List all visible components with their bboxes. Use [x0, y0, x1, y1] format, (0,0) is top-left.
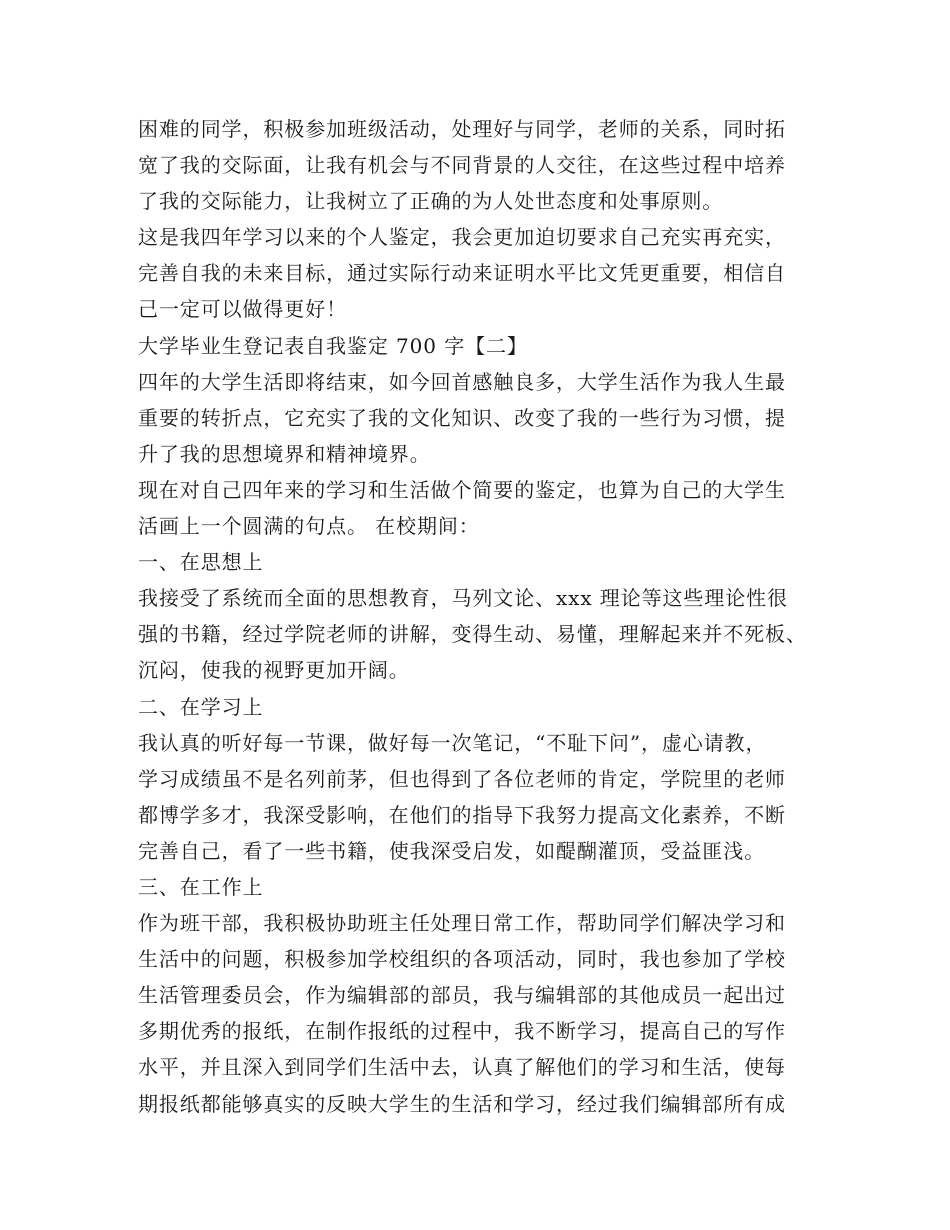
text-line: 困难的同学，积极参加班级活动，处理好与同学，老师的关系，同时拓 [138, 117, 786, 141]
text-line: 学习成绩虽不是名列前茅，但也得到了各位老师的肯定，学院里的老师 [138, 766, 786, 791]
text-line: 水平，并且深入到同学们生活中去，认真了解他们的学习和生活，使每 [138, 1055, 786, 1080]
subsection-heading: 一、在思想上 [138, 550, 264, 575]
text-line: 宽了我的交际面，让我有机会与不同背景的人交往，在这些过程中培养 [138, 153, 786, 178]
text-line: 完善自己，看了一些书籍，使我深受启发，如醍醐灌顶，受益匪浅。 [138, 838, 765, 863]
text-line: 现在对自己四年来的学习和生活做个简要的鉴定，也算为自己的大学生 [138, 477, 786, 502]
text-line: 我认真的听好每一节课，做好每一次笔记，“不耻下问”，虚心请教， [138, 730, 767, 755]
text-line: 强的书籍，经过学院老师的讲解，变得生动、易懂，理解起来并不死板、 [138, 622, 807, 647]
text-line: 己一定可以做得更好！ [138, 297, 347, 322]
text-line: 四年的大学生活即将结束，如今回首感触良多，大学生活作为我人生最 [138, 369, 786, 394]
text-line: 沉闷，使我的视野更加开阔。 [138, 658, 410, 683]
document-body [138, 111, 820, 1122]
text-line: 都博学多才，我深受影响，在他们的指导下我努力提高文化素养，不断 [138, 802, 786, 827]
text-line: 我接受了系统而全面的思想教育，马列文论、xxx 理论等这些理论性很 [138, 586, 788, 611]
text-line: 重要的转折点，它充实了我的文化知识、改变了我的一些行为习惯，提 [138, 405, 786, 430]
text-line: 生活中的问题，积极参加学校组织的各项活动，同时，我也参加了学校 [138, 947, 786, 972]
text-line: 作为班干部，我积极协助班主任处理日常工作，帮助同学们解决学习和 [138, 911, 786, 936]
subsection-heading: 三、在工作上 [138, 874, 264, 899]
text-line: 期报纸都能够真实的反映大学生的生活和学习，经过我们编辑部所有成 [138, 1091, 786, 1116]
text-line: 这是我四年学习以来的个人鉴定，我会更加迫切要求自己充实再充实， [138, 225, 786, 250]
text-line: 生活管理委员会，作为编辑部的部员，我与编辑部的其他成员一起出过 [138, 983, 786, 1008]
subsection-heading: 二、在学习上 [138, 694, 264, 719]
text-line: 升了我的思想境界和精神境界。 [138, 441, 431, 466]
text-line: 了我的交际能力，让我树立了正确的为人处世态度和处事原则。 [138, 189, 724, 214]
section-title: 大学毕业生登记表自我鉴定 700 字【二】 [138, 333, 528, 358]
text-line: 多期优秀的报纸，在制作报纸的过程中，我不断学习，提高自己的写作 [138, 1019, 786, 1044]
text-line: 完善自我的未来目标，通过实际行动来证明水平比文凭更重要，相信自 [138, 261, 786, 286]
text-line: 活画上一个圆满的句点。 在校期间： [138, 514, 480, 539]
